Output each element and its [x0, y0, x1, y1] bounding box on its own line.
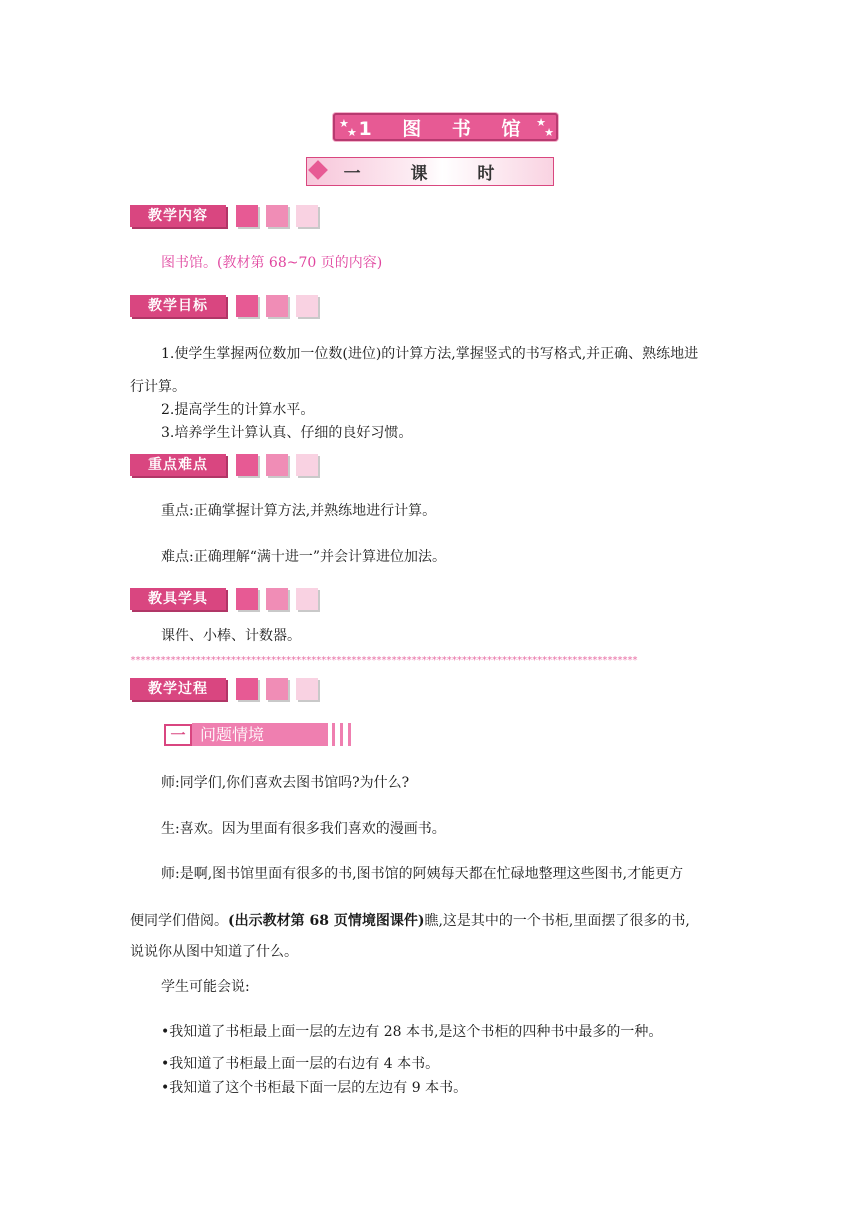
lesson-subtitle: 一 课 时 — [343, 164, 517, 184]
section-label: 教学内容 — [130, 205, 226, 227]
dialog-line: 生:喜欢。因为里面有很多我们喜欢的漫画书。 — [161, 821, 446, 837]
decor-square — [236, 588, 258, 610]
subsection-title: 问题情境 — [192, 723, 328, 746]
decor-square — [296, 678, 318, 700]
decor-square — [236, 678, 258, 700]
star-icon: ★ — [536, 116, 546, 129]
decor-stripes — [332, 723, 356, 746]
decor-square — [296, 588, 318, 610]
decor-square — [266, 205, 288, 227]
decor-square — [266, 588, 288, 610]
section-header-content — [130, 205, 318, 229]
goal-line: 2.提高学生的计算水平。 — [161, 402, 315, 418]
section-header-tools — [130, 588, 318, 612]
star-icon: ★ — [339, 117, 349, 130]
decor-square — [236, 205, 258, 227]
subsection-header — [164, 723, 368, 746]
diamond-icon — [308, 160, 328, 180]
courseware-note: (出示教材第 68 页情境图课件) — [228, 913, 425, 929]
goal-line: 1.使学生掌握两位数加一位数(进位)的计算方法,掌握竖式的书写格式,并正确、熟练地进 — [161, 346, 699, 362]
difficult-point-text: 难点:正确理解“满十进一”并会计算进位加法。 — [161, 549, 447, 565]
section-header-process — [130, 678, 318, 702]
section-header-goals — [130, 295, 318, 319]
dialog-line: 学生可能会说: — [161, 979, 250, 995]
section-label: 教学过程 — [130, 678, 226, 700]
star-icon: ★ — [544, 126, 554, 139]
star-icon: ★ — [347, 126, 357, 139]
section-label: 教具学具 — [130, 588, 226, 610]
dialog-line: 师:是啊,图书馆里面有很多的书,图书馆的阿姨每天都在忙碌地整理这些图书,才能更方 — [161, 866, 684, 882]
goal-line: 行计算。 — [130, 379, 186, 395]
lesson-subtitle-banner — [306, 157, 554, 186]
decor-square — [236, 454, 258, 476]
list-item: •我知道了这个书柜最下面一层的左边有 9 本书。 — [161, 1080, 468, 1096]
star-divider: ***************************************************************************************************** — [130, 655, 638, 666]
decor-square — [266, 295, 288, 317]
content-text: 图书馆。(教材第 68~70 页的内容) — [161, 255, 383, 271]
subsection-number: 一 — [164, 724, 192, 746]
goal-line: 3.培养学生计算认真、仔细的良好习惯。 — [161, 425, 413, 441]
lesson-title-banner — [333, 113, 558, 141]
key-point-text: 重点:正确掌握计算方法,并熟练地进行计算。 — [161, 503, 437, 519]
decor-square — [296, 205, 318, 227]
section-header-keypoints — [130, 454, 318, 478]
dialog-line — [130, 910, 690, 932]
decor-square — [296, 295, 318, 317]
section-label: 重点难点 — [130, 454, 226, 476]
tools-text: 课件、小棒、计数器。 — [161, 628, 301, 644]
decor-square — [266, 454, 288, 476]
dialog-text: 瞧,这是其中的一个书柜,里面摆了很多的书, — [424, 913, 690, 929]
lesson-title: 1 图 书 馆 — [358, 117, 533, 140]
dialog-line: 师:同学们,你们喜欢去图书馆吗?为什么? — [161, 775, 410, 791]
decor-square — [296, 454, 318, 476]
section-label: 教学目标 — [130, 295, 226, 317]
decor-square — [266, 678, 288, 700]
dialog-line: 说说你从图中知道了什么。 — [130, 944, 298, 960]
list-item: •我知道了书柜最上面一层的右边有 4 本书。 — [161, 1056, 440, 1072]
list-item: •我知道了书柜最上面一层的左边有 28 本书,是这个书柜的四种书中最多的一种。 — [161, 1024, 663, 1040]
dialog-text: 便同学们借阅。 — [130, 913, 228, 929]
decor-square — [236, 295, 258, 317]
